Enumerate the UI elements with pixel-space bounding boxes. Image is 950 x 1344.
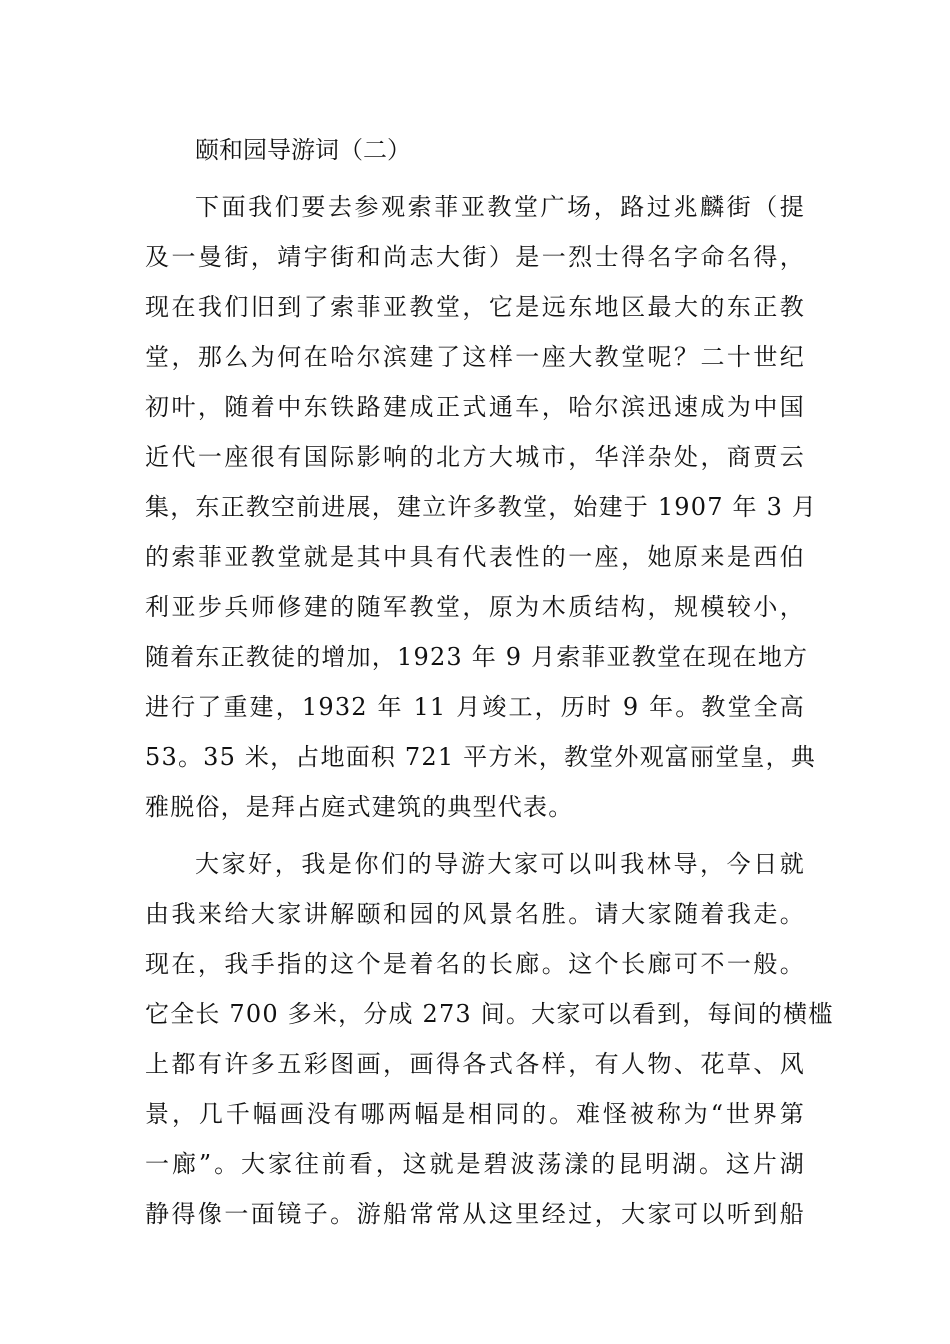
paragraph-line: 及一曼街，靖宇街和尚志大街）是一烈士得名字命名得， [145,243,805,271]
paragraph-spacer [145,832,805,839]
paragraph-line: 它全长 700 多米，分成 273 间。大家可以看到，每间的横槛 [145,1000,834,1028]
paragraph-line: 初叶，随着中东铁路建成正式通车，哈尔滨迅速成为中国 [145,393,805,421]
paragraph-line: 现在我们旧到了索菲亚教堂，它是远东地区最大的东正教 [145,293,805,321]
document-title: 颐和园导游词（二） [195,136,411,164]
paragraph-line: 利亚步兵师修建的随军教堂，原为木质结构，规模较小， [145,593,805,621]
paragraph-line: 现在，我手指的这个是着名的长廊。这个长廊可不一般。 [145,950,805,978]
paragraph-line: 堂，那么为何在哈尔滨建了这样一座大教堂呢？二十世纪 [145,343,805,371]
paragraph-line: 一廊”。大家往前看，这就是碧波荡漾的昆明湖。这片湖 [145,1150,805,1178]
paragraph-line: 的索菲亚教堂就是其中具有代表性的一座，她原来是西伯 [145,543,805,571]
paragraph-line: 进行了重建，1932 年 11 月竣工，历时 9 年。教堂全高 [145,693,805,721]
paragraph-line: 随着东正教徒的增加，1923 年 9 月索菲亚教堂在现在地方 [145,643,809,671]
paragraph-line: 由我来给大家讲解颐和园的风景名胜。请大家随着我走。 [145,900,805,928]
paragraph-line: 下面我们要去参观索菲亚教堂广场，路过兆麟街（提 [195,193,805,221]
paragraph-line: 上都有许多五彩图画，画得各式各样，有人物、花草、风 [145,1050,805,1078]
paragraph-line: 大家好，我是你们的导游大家可以叫我林导，今日就 [195,850,805,878]
paragraph-summer-palace [145,839,834,1239]
paragraph-church [145,182,818,832]
title-spacer [145,175,805,182]
paragraph-line: 静得像一面镜子。游船常常从这里经过，大家可以听到船 [145,1200,805,1228]
document-body [145,125,834,1239]
paragraph-line: 景，几千幅画没有哪两幅是相同的。难怪被称为“世界第 [145,1100,805,1128]
paragraph-line: 雅脱俗，是拜占庭式建筑的典型代表。 [145,793,574,821]
paragraph-line: 53。35 米，占地面积 721 平方米，教堂外观富丽堂皇，典 [145,743,816,771]
paragraph-line: 近代一座很有国际影响的北方大城市，华洋杂处，商贾云 [145,443,805,471]
paragraph-line: 集，东正教空前进展，建立许多教堂，始建于 1907 年 3 月 [145,493,818,521]
